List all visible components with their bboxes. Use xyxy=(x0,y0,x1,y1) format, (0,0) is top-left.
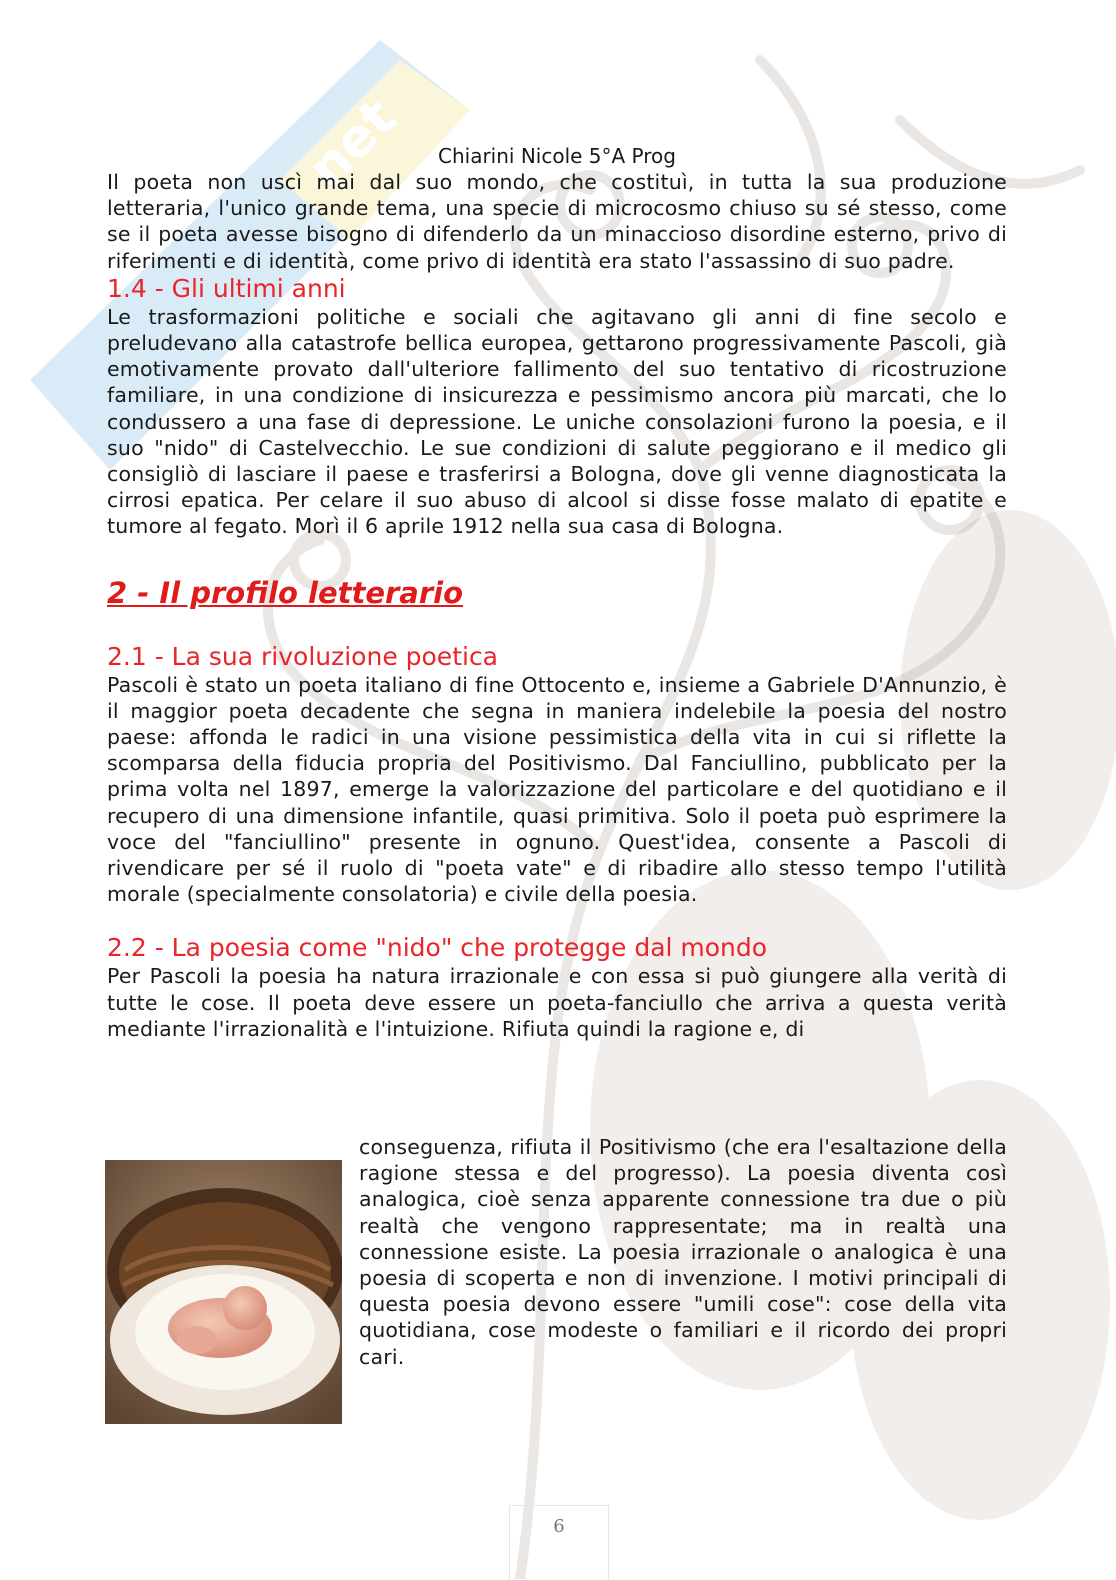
section-heading-1-4: 1.4 - Gli ultimi anni xyxy=(107,273,346,303)
author-header: Chiarini Nicole 5°A Prog xyxy=(438,144,676,168)
chapter-heading-2: 2 - Il profilo letterario xyxy=(107,575,464,610)
section-2-1-paragraph: Pascoli è stato un poeta italiano di fine Ottocento e, insieme a Gabriele D'Annunzio, è il maggior poeta decadente che segna in maniera indelebile la poesia del nostro paese: affonda le radici in una visione pessimistica della vita in cui si riflette la scomparsa della fiducia propria del Positivismo. Dal Fanciullino, pubblicato per la prima volta nel 1897, emerge la valorizzazione del particolare e del quotidiano e il recupero di una dimensione infantile, quasi primitiva. Solo il poeta può esprimere la voce del "fanciullino" presente in ognuno. Quest'idea, consente a Pascoli di rivendicare per sé il ruolo di "poeta vate" e di ribadire allo stesso tempo l'utilità morale (specialmente consolatoria) e civile della poesia. xyxy=(107,672,1007,907)
wrapped-text-block xyxy=(359,1134,1007,1370)
intro-paragraph: Il poeta non uscì mai dal suo mondo, che costituì, in tutta la sua produzione letteraria, l'unico grande tema, una specie di microcosmo chiuso su sé stesso, come se il poeta avesse bisogno di difenderlo da un minaccioso disordine esterno, privo di riferimenti e di identità, come privo di identità era stato l'assassino di suo padre. xyxy=(107,170,1007,273)
section-2-2-paragraph-wrapped: conseguenza, rifiuta il Positivismo (che era l'esaltazione della ragione stessa e del progresso). La poesia diventa così analogica, cioè senza apparente connessione tra due o più realtà che vengono rappresentate; ma in realtà una connessione esiste. La poesia irrazionale o analogica è una poesia di scoperta e non di invenzione. I motivi principali di questa poesia devono essere "umili cose": cose della vita quotidiana, cose modeste o familiari e il ricordo dei propri cari. xyxy=(359,1135,1007,1369)
section-2-2-paragraph-top: Per Pascoli la poesia ha natura irrazionale e con essa si può giungere alla verità di tutte le cose. Il poeta deve essere un poeta-fanciullo che arriva a questa verità mediante l'irrazionalità e l'intuizione. Rifiuta quindi la ragione e, di xyxy=(107,964,1007,1041)
section-heading-2-1: 2.1 - La sua rivoluzione poetica xyxy=(107,641,499,671)
section-heading-2-2: 2.2 - La poesia come "nido" che protegge dal mondo xyxy=(107,933,768,963)
page-number: 6 xyxy=(509,1505,609,1580)
page-content xyxy=(107,143,1007,1042)
section-1-4-paragraph: Le trasformazioni politiche e sociali che agitavano gli anni di fine secolo e preludevano alla catastrofe bellica europea, gettarono progressivamente Pascoli, già emotivamente provato dall'ulteriore fallimento del suo tentativo di ricostruzione familiare, in una condizione di insicurezza e pessimismo ancora più marcati, che lo condussero a una fase di depressione. Le uniche consolazioni furono la poesia, e il suo "nido" di Castelvecchio. Le sue condizioni di salute peggiorano e il medico gli consigliò di lasciare il paese e trasferirsi a Bologna, dove gli venne diagnosticata la cirrosi epatica. Per celare il suo abuso di alcool si disse fosse malato di epatite e tumore al fegato. Morì il 6 aprile 1912 nella sua casa di Bologna. xyxy=(107,304,1007,539)
baby-in-nest-photo xyxy=(105,1160,342,1424)
watermark-text: net xyxy=(296,88,408,200)
